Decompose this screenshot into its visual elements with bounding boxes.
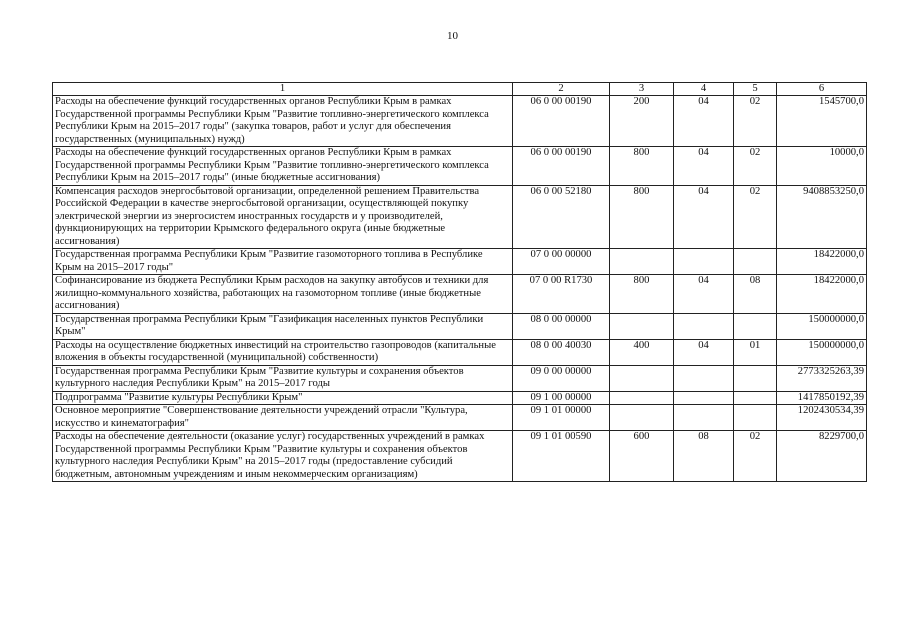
table-row: [53, 391, 867, 405]
row-amount: 18422000,0: [777, 249, 867, 275]
row-vr-code: [610, 405, 674, 431]
row-section-code: 08: [674, 431, 734, 482]
column-header: 2: [513, 83, 610, 96]
table-header-row: [53, 83, 867, 96]
row-subsection-code: [734, 365, 777, 391]
row-name: Государственная программа Республики Крым "Газификация населенных пунктов Республики Крым": [53, 313, 513, 339]
row-amount: 150000000,0: [777, 339, 867, 365]
row-csr-code: 09 1 00 00000: [513, 391, 610, 405]
row-subsection-code: 02: [734, 431, 777, 482]
page-number: 10: [447, 30, 458, 42]
row-vr-code: 800: [610, 275, 674, 314]
row-section-code: [674, 365, 734, 391]
row-name: Расходы на осуществление бюджетных инвестиций на строительство газопроводов (капитальные вложения в объекты государственной (муниципальной) собственности): [53, 339, 513, 365]
row-subsection-code: [734, 391, 777, 405]
row-vr-code: 400: [610, 339, 674, 365]
row-name: Расходы на обеспечение функций государственных органов Республики Крым в рамках Государственной программы Республики Крым "Развитие топливно-энергетического комплекса Республики Крым на 2015–2017 годы" (закупка товаров, работ и услуг для обеспечения государственных (муниципальных) нужд): [53, 96, 513, 147]
row-section-code: [674, 313, 734, 339]
row-vr-code: 800: [610, 147, 674, 186]
table-row: [53, 249, 867, 275]
row-amount: 2773325263,39: [777, 365, 867, 391]
row-csr-code: 08 0 00 00000: [513, 313, 610, 339]
row-amount: 150000000,0: [777, 313, 867, 339]
row-section-code: 04: [674, 96, 734, 147]
row-csr-code: 09 1 01 00000: [513, 405, 610, 431]
row-amount: 10000,0: [777, 147, 867, 186]
column-header: 1: [53, 83, 513, 96]
row-vr-code: 200: [610, 96, 674, 147]
row-subsection-code: 02: [734, 185, 777, 249]
row-name: Расходы на обеспечение деятельности (оказание услуг) государственных учреждений в рамках Государственной программы Республики Крым "Развитие культуры и сохранения объектов культурного наследия Республики Крым" на 2015–2017 годы (предоставление субсидий бюджетным, автономным учреждениям и иным некоммерческим организациям): [53, 431, 513, 482]
row-name: Софинансирование из бюджета Республики Крым расходов на закупку автобусов и техники для жилищно-коммунального хозяйства, работающих на газомоторном топливе (иные бюджетные ассигнования): [53, 275, 513, 314]
table-row: [53, 431, 867, 482]
row-csr-code: 08 0 00 40030: [513, 339, 610, 365]
table-row: [53, 313, 867, 339]
row-section-code: 04: [674, 147, 734, 186]
column-header: 5: [734, 83, 777, 96]
row-subsection-code: 02: [734, 96, 777, 147]
table-row: [53, 405, 867, 431]
row-amount: 1202430534,39: [777, 405, 867, 431]
column-header: 6: [777, 83, 867, 96]
row-vr-code: 800: [610, 185, 674, 249]
row-csr-code: 06 0 00 52180: [513, 185, 610, 249]
row-csr-code: 06 0 00 00190: [513, 147, 610, 186]
row-amount: 1417850192,39: [777, 391, 867, 405]
table-row: [53, 339, 867, 365]
table-row: [53, 147, 867, 186]
row-amount: 1545700,0: [777, 96, 867, 147]
row-vr-code: [610, 313, 674, 339]
row-subsection-code: [734, 405, 777, 431]
row-name: Расходы на обеспечение функций государственных органов Республики Крым в рамках Государственной программы Республики Крым "Развитие топливно-энергетического комплекса Республики Крым на 2015–2017 годы" (иные бюджетные ассигнования): [53, 147, 513, 186]
table-row: [53, 96, 867, 147]
row-vr-code: [610, 365, 674, 391]
table-row: [53, 185, 867, 249]
row-name: Компенсация расходов энергосбытовой организации, определенной решением Правительства Российской Федерации в качестве энергосбытовой организации, осуществляющей покупку электрической энергии из энергосистем иностранных государств и у производителей, функционирующих на территории Крымского федерального округа (иные бюджетные ассигнования): [53, 185, 513, 249]
row-csr-code: 09 1 01 00590: [513, 431, 610, 482]
row-amount: 9408853250,0: [777, 185, 867, 249]
row-vr-code: [610, 391, 674, 405]
row-name: Государственная программа Республики Крым "Развитие газомоторного топлива в Республике Крым на 2015–2017 годы": [53, 249, 513, 275]
row-section-code: [674, 391, 734, 405]
row-section-code: 04: [674, 339, 734, 365]
row-subsection-code: [734, 313, 777, 339]
budget-table: [52, 82, 867, 482]
row-csr-code: 07 0 00 00000: [513, 249, 610, 275]
row-csr-code: 07 0 00 R1730: [513, 275, 610, 314]
column-header: 3: [610, 83, 674, 96]
row-csr-code: 09 0 00 00000: [513, 365, 610, 391]
row-subsection-code: 08: [734, 275, 777, 314]
row-name: Государственная программа Республики Крым "Развитие культуры и сохранения объектов культурного наследия Республики Крым" на 2015–2017 годы: [53, 365, 513, 391]
row-name: Основное мероприятие "Совершенствование деятельности учреждений отрасли "Культура, искусство и кинематография": [53, 405, 513, 431]
table-row: [53, 365, 867, 391]
row-subsection-code: 01: [734, 339, 777, 365]
row-name: Подпрограмма "Развитие культуры Республики Крым": [53, 391, 513, 405]
row-section-code: [674, 405, 734, 431]
row-subsection-code: 02: [734, 147, 777, 186]
row-csr-code: 06 0 00 00190: [513, 96, 610, 147]
row-section-code: 04: [674, 275, 734, 314]
row-amount: 8229700,0: [777, 431, 867, 482]
row-vr-code: [610, 249, 674, 275]
row-vr-code: 600: [610, 431, 674, 482]
table-row: [53, 275, 867, 314]
column-header: 4: [674, 83, 734, 96]
row-section-code: 04: [674, 185, 734, 249]
row-section-code: [674, 249, 734, 275]
row-amount: 18422000,0: [777, 275, 867, 314]
row-subsection-code: [734, 249, 777, 275]
